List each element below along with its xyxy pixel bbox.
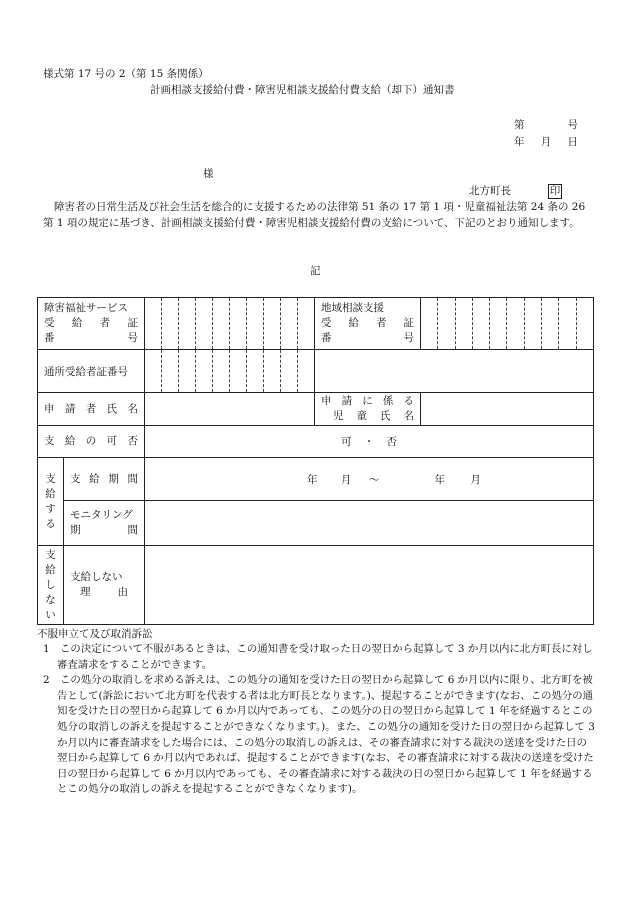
shikyu-suru-label — [38, 458, 64, 546]
welfare-service-cert-number — [145, 298, 315, 350]
label-char: 支給しない — [70, 571, 123, 583]
ki-heading: 記 — [310, 265, 321, 277]
label-char: 名 — [403, 410, 414, 422]
label-char: 否 — [127, 435, 138, 447]
label-char: 氏 — [106, 402, 118, 415]
addressee-honorific: 様 — [203, 168, 214, 180]
seal-mark: 印 — [549, 185, 561, 197]
label-line — [70, 570, 138, 585]
label-char: 可 — [106, 435, 118, 447]
label-char: 番 — [44, 332, 55, 344]
label-char: に — [362, 395, 373, 407]
vert-char: し — [45, 578, 56, 591]
label-char: 号 — [127, 332, 138, 344]
child-name-label — [315, 393, 421, 426]
label-line — [70, 472, 138, 487]
label-line — [44, 402, 138, 417]
doc-number-suffix: 号 — [567, 119, 578, 131]
period-start-year: 年 — [307, 473, 318, 486]
separator-dot: ・ — [363, 436, 375, 448]
vert-char: い — [45, 608, 56, 621]
label-line — [70, 523, 138, 538]
welfare-service-cert-label — [38, 298, 145, 350]
denial-reason-label — [64, 546, 145, 625]
label-line — [70, 585, 138, 600]
denial-reason-value — [145, 546, 594, 625]
label-char: 請 — [341, 395, 353, 407]
label-char: 証 — [127, 317, 138, 329]
applicant-name-value — [145, 393, 315, 426]
label-char: 者 — [376, 317, 387, 329]
approval-label — [38, 426, 145, 458]
row-applicant — [38, 393, 594, 426]
label-line — [321, 316, 414, 331]
label-char: 者 — [99, 317, 111, 329]
label-char: 児 — [333, 410, 344, 422]
day-service-cert-number — [145, 350, 315, 393]
label-char: 支 — [44, 435, 55, 447]
label-char: 給 — [64, 435, 76, 447]
label-char: 童 — [356, 410, 367, 422]
period-end-year: 年 — [434, 473, 446, 486]
vert-char: 支 — [45, 548, 56, 561]
label-char: 氏 — [380, 410, 391, 422]
label-char: 受 — [321, 317, 332, 329]
applicant-name-label — [38, 393, 145, 426]
monitoring-period-label — [64, 501, 145, 546]
vert-char: 支 — [45, 472, 56, 485]
label-line — [44, 331, 138, 346]
period-tilde: 〜 — [368, 473, 380, 486]
row-day-service-cert — [38, 350, 594, 393]
label-char: 号 — [403, 332, 414, 344]
label-char: の — [85, 435, 97, 447]
issue-date — [514, 134, 578, 149]
row-approval — [38, 426, 594, 458]
label-char: 支 — [70, 472, 81, 485]
label-char: 係 — [382, 395, 394, 407]
approval-value — [145, 426, 594, 458]
approve-option: 可 — [341, 436, 352, 448]
date-month: 月 — [540, 136, 552, 148]
date-year: 年 — [514, 136, 525, 148]
form-number: 様式第 17 号の 2（第 15 条関係） — [43, 68, 209, 80]
label-line — [44, 316, 138, 331]
regional-consult-cert-label — [315, 298, 421, 350]
child-name-value — [421, 393, 594, 426]
row-monitoring — [38, 501, 594, 546]
period-end-month: 月 — [470, 473, 481, 486]
label-line — [321, 301, 414, 316]
appeal-heading: 不服申立て及び取消訴訟 — [37, 628, 153, 640]
label-char: 証 — [403, 317, 414, 329]
regional-consult-cert-number — [421, 298, 594, 350]
notice-body: 障害者の日常生活及び社会生活を総合的に支援するための法律第 51 条の 17 第 1 項・児童福祉法第 24 条の 26 第 1 項の規定に基づき、計画相談支援給付費・障害児相談支援給付費の支給について、下記のとおり通知します。 — [43, 201, 586, 229]
label-line — [321, 331, 414, 346]
label-char: 間 — [127, 472, 138, 485]
issuer-name: 北方町長 — [469, 185, 511, 197]
vert-char: 給 — [45, 487, 56, 500]
label-char: 申 — [321, 395, 332, 407]
label-char: 給 — [71, 317, 83, 329]
label-char: 理 — [80, 586, 91, 598]
label-char: 間 — [127, 524, 138, 536]
appeal-note-2: 2 この処分の取消しを求める訴えは、この処分の通知を受けた日の翌日から起算して 6 か月以内に限り、北方町を被告として(訴訟において北方町を代表する者は北方町長となります。)、提起することができます(なお、この処分の通知を受けた日の翌日から起算して 6 か月以内であっても、この処分の日の翌日から起算して 1 年を経過するとこの処分の取消しの訴えを提起することができなくなります。)。また、この処分の通知を受けた日の翌日から起算して 3 か月以内に審査請求をした場合には、この処分の取消しの訴えは、その審査請求に対する裁決の送達を受けた日の翌日から起算して 6 か月以内であれば、提起することができます(なお、その審査請求に対する裁決の送達を受けた日の翌日から起算して 6 か月以内であっても、その審査請求に対する裁決の日の翌日から起算して 1 年を経過するとこの処分の取消しの訴えを提起することができなくなります)。 — [43, 674, 595, 796]
row-certificate-numbers — [38, 298, 594, 350]
date-day: 日 — [567, 136, 578, 148]
label-line — [321, 394, 414, 409]
label-char: 請 — [64, 402, 76, 415]
notice-form-table — [37, 297, 594, 625]
period-start-month: 月 — [340, 473, 352, 486]
label-char: 者 — [85, 402, 97, 415]
empty-cell — [315, 350, 594, 393]
label-line: モニタリング — [70, 509, 133, 521]
label-char: 給 — [348, 317, 359, 329]
deny-option: 否 — [386, 436, 397, 448]
label-line — [44, 434, 138, 449]
label-char: 由 — [117, 586, 128, 598]
row-payment-period — [38, 458, 594, 501]
label-char: 申 — [44, 402, 55, 415]
monitoring-period-value — [145, 501, 594, 546]
document-number — [514, 117, 578, 132]
label-char: 期 — [70, 524, 81, 536]
shikyu-shinai-label — [38, 546, 64, 625]
vert-char: す — [45, 502, 56, 515]
label-line — [321, 409, 414, 424]
vert-char: る — [45, 517, 56, 530]
payment-period-label — [64, 458, 145, 501]
payment-period-value — [145, 458, 594, 501]
label-char: る — [403, 395, 414, 407]
doc-number-prefix: 第 — [514, 119, 525, 131]
appeal-note-1: 1 この決定について不服があるときは、この通知書を受け取った日の翌日から起算して 3 か月以内に北方町長に対し審査請求をすることができます。 — [43, 643, 593, 671]
label-line: 障害福祉サービス — [44, 302, 128, 314]
label-char: 期 — [108, 472, 119, 485]
label-char: 給 — [89, 472, 100, 485]
vert-char: な — [45, 593, 56, 606]
issuer — [469, 183, 562, 199]
row-denial-reason — [38, 546, 594, 625]
label-char: 地域相談支援 — [321, 302, 384, 314]
label-char: 名 — [127, 402, 138, 415]
document-title: 計画相談支援給付費・障害児相談支援給付費支給（却下）通知書 — [150, 84, 455, 96]
vert-char: 給 — [45, 563, 56, 576]
appeal-notes — [43, 642, 595, 798]
label-char: 番 — [321, 332, 332, 344]
label-char: 受 — [44, 317, 55, 329]
day-service-cert-label: 通所受給者証番号 — [38, 350, 145, 393]
